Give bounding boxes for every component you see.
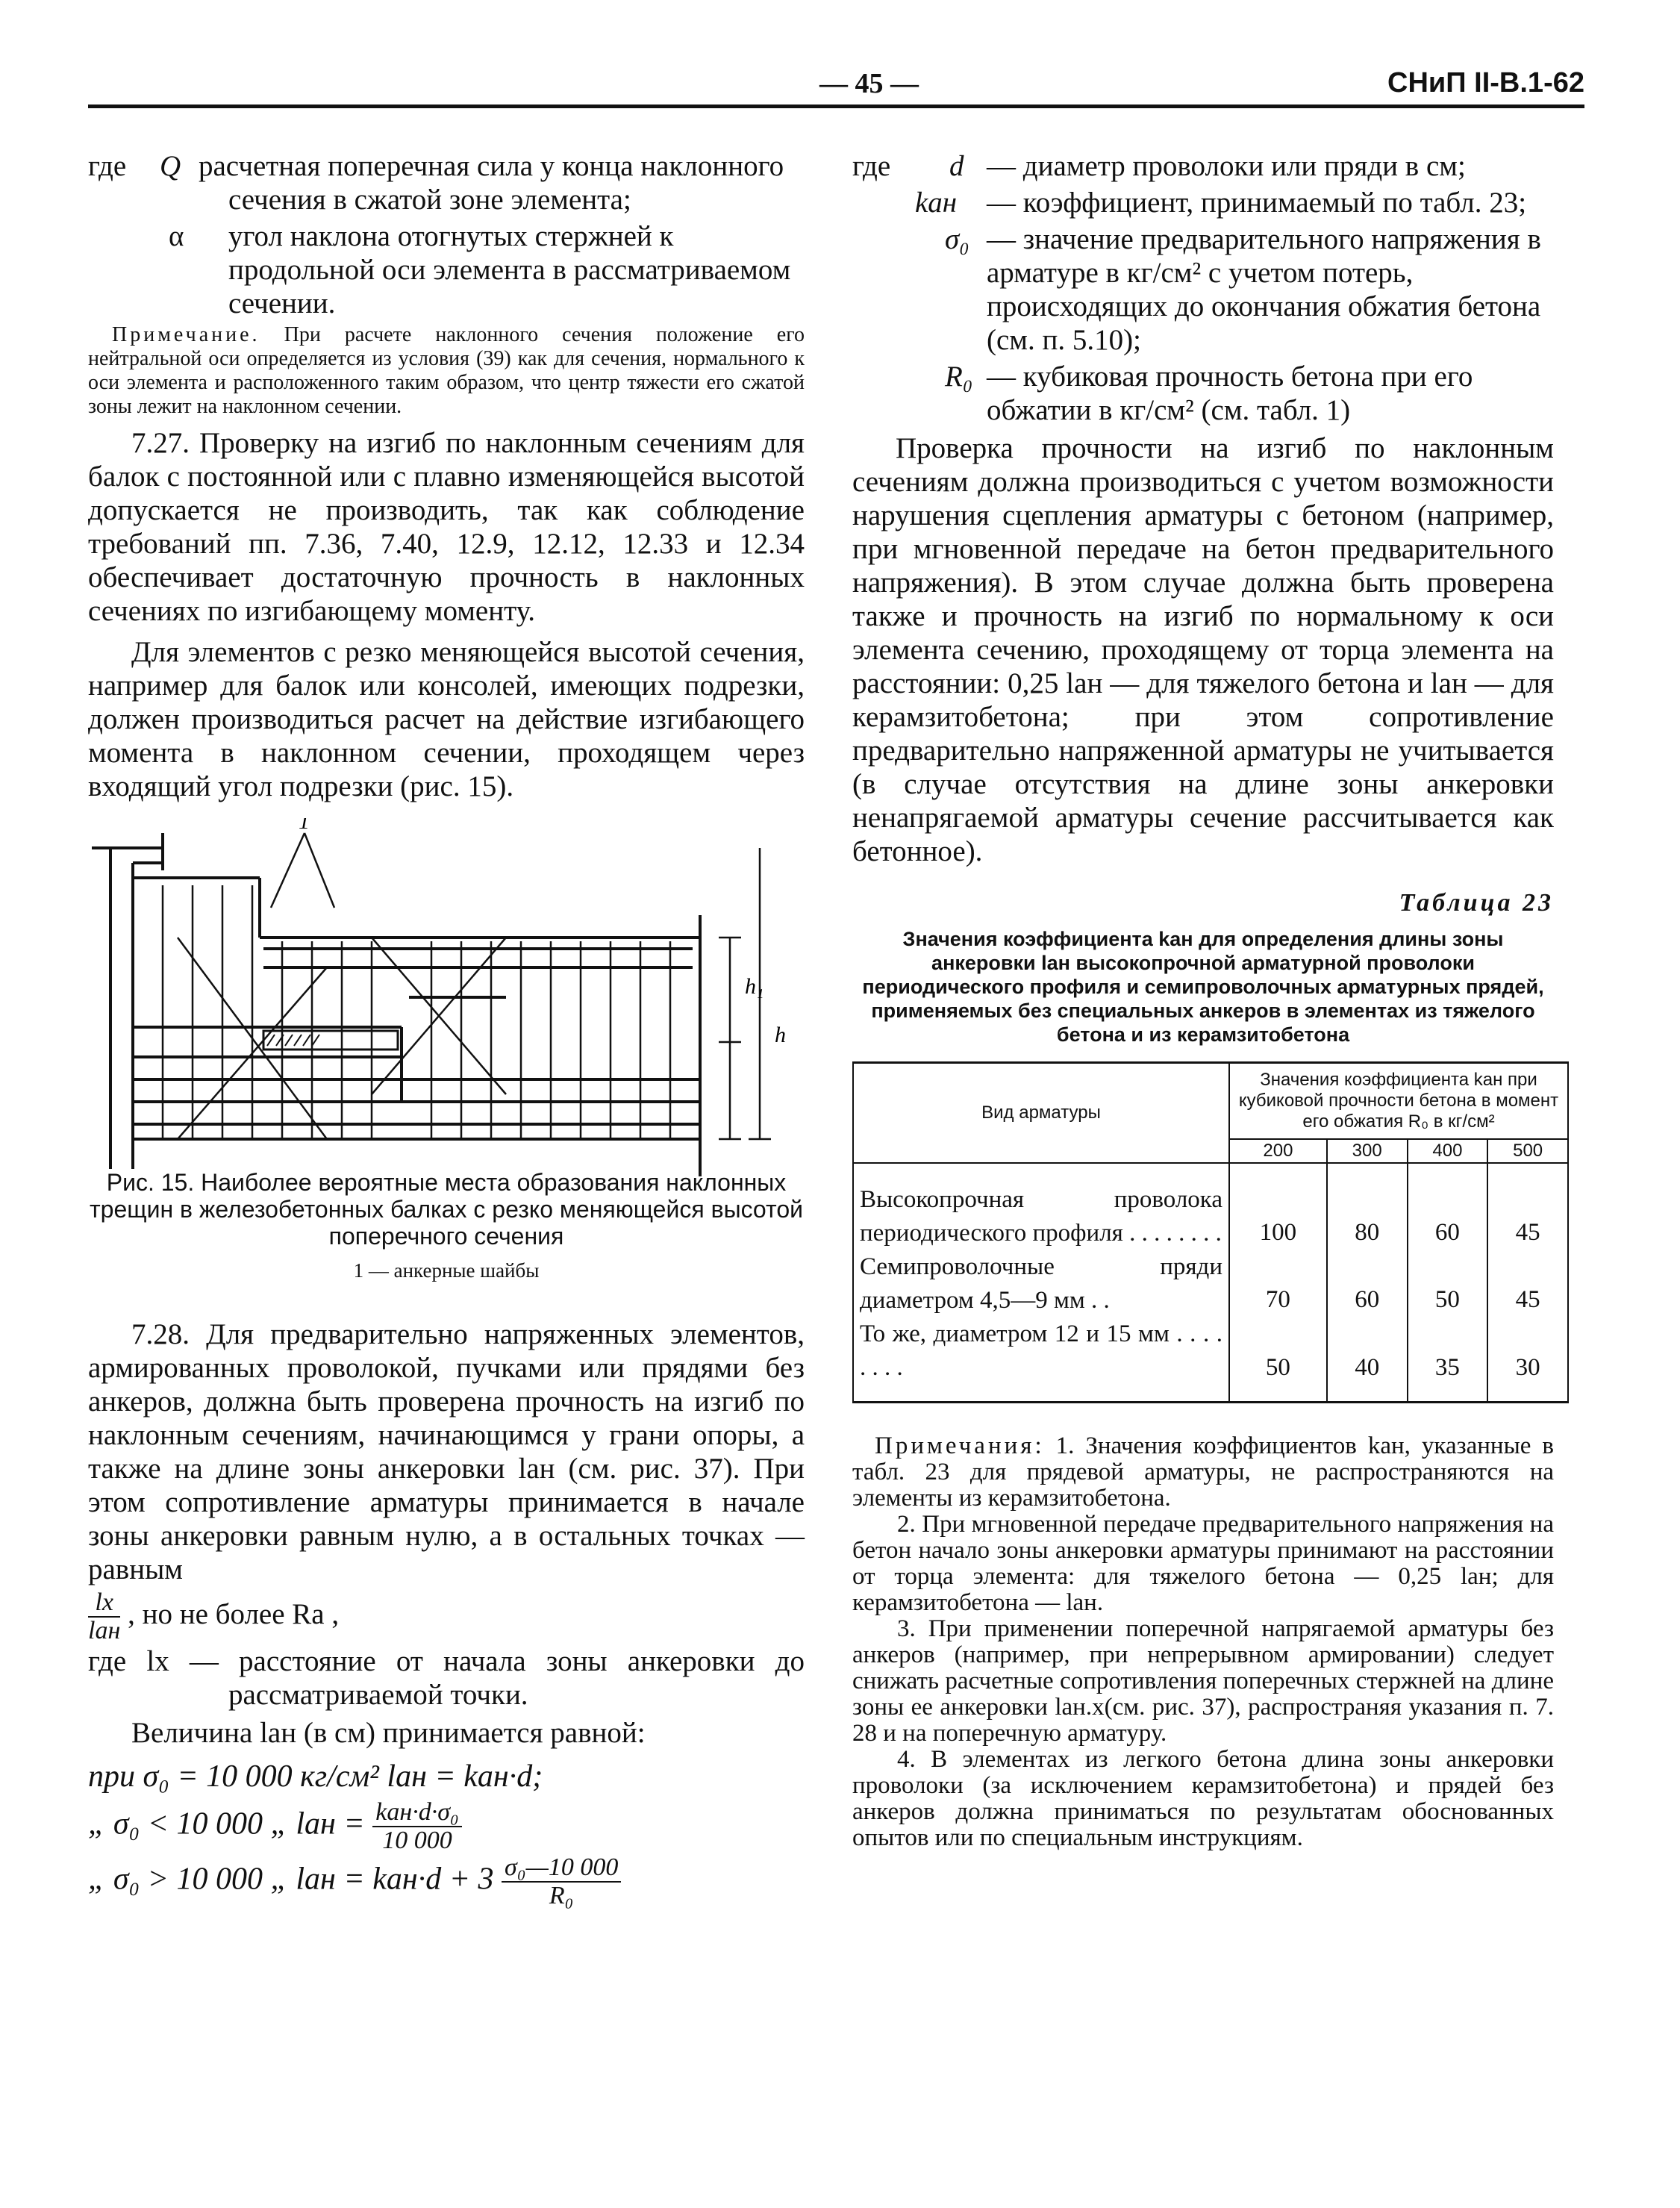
formula-3: „ σ₀ > 10 000 „ lан = kан·d + 3 $\frac{\text{σ₀—10 000}}{\text{R₀}}$	[88, 1854, 805, 1909]
figure-caption-legend: 1 — анкерные шайбы	[353, 1259, 540, 1282]
col-header-group: Значения коэффициента kан при кубиковой прочности бетона в момент его обжатия R₀ в кг/см²	[1229, 1063, 1568, 1140]
note-3: 3. При применении поперечной напрягаемой арматуры без анкеров (например, при непрерывном армировании) следует снижать расчетные сопротивления поперечных стержней на длине зоны ее анкеровки lан.x(см. рис. 37), распространяя указания п. 7. 28 и на поперечную арматуру.	[852, 1615, 1554, 1747]
formula-block	[88, 1754, 805, 1909]
note-4: 4. В элементах из легкого бетона длина зоны анкеровки проволоки (за исключением керамзитобетона) и прядей без анкеров должна приниматься по результатам обоснованных опытов или по специальным инструкциям.	[852, 1746, 1554, 1851]
note-1: 1. Значения коэффициентов kан, указанные в табл. 23 для прядевой арматуры, не распространяются на элементы из керамзитобетона.	[852, 1432, 1555, 1512]
right-column	[852, 149, 1559, 1851]
figure-15	[88, 818, 805, 1176]
page-header	[88, 67, 1584, 108]
formula-2: „ σ₀ < 10 000 „ lан = $\frac{\text{kан·d·σ₀}}{10 000}$	[88, 1799, 805, 1854]
paragraph-7-28-formula: $\frac{lx}{\text{lан}}$ , но не более Rа ,	[88, 1588, 340, 1644]
definition-text: расчетная поперечная сила у конца наклонного сечения в сжатой зоне элемента;	[199, 150, 784, 216]
col-header: 400	[1408, 1139, 1488, 1163]
paragraph-7-28-value: Величина lан (в см) принимается равной:	[131, 1717, 646, 1749]
notes-title: Примечания:	[875, 1432, 1045, 1459]
note-2: 2. При мгновенной передаче предварительного напряжения на бетон начало зоны анкеровки арматуры принимают на расстоянии от торца элемента: для тяжелого бетона — 0,25 lан; для керамзитобетона — lан.	[852, 1511, 1554, 1616]
paragraph-7-28-where: где lx — расстояние от начала зоны анкеровки до рассматриваемой точки.	[88, 1645, 805, 1711]
paragraph-7-28: 7.28. Для предварительно напряженных элементов, армированных проволокой, пучками или прядями без анкеров, должна быть проверена прочность на изгиб по наклонным сечениям, начинающимся у грани опоры, а также на длине зоны анкеровки lан (см. рис. 37). При этом сопротивление арматуры принимается в начале зоны анкеровки равным нулю, а в остальных точках — равным	[88, 1318, 805, 1585]
symbol: α	[169, 220, 184, 252]
table-23	[852, 1061, 1569, 1403]
paragraph-check: Проверка прочности на изгиб по наклонным сечениям должна производиться с учетом возможности нарушения сцепления арматуры с бетоном (например, при мгновенной передаче на бетон предварительного напряжения). В этом случае должна быть проверена также и прочность на изгиб по нормальному к оси элемента сечению, проходящему от торца элемента на расстоянии: 0,25 lан — для тяжелого бетона и lан — для керамзитобетона; при этом сопротивление предварительно напряженной арматуры не учитывается (в случае отсутствия на длине зоны анкеровки ненапрягаемой арматуры сечение рассчитывается как бетонное).	[852, 432, 1554, 867]
figure-caption: Рис. 15. Наиболее вероятные места образования наклонных трещин в железобетонных балках с резко меняющейся высотой поперечного сечения	[90, 1169, 803, 1250]
note	[88, 323, 805, 419]
table-row: Семипроволочные пряди диаметром 4,5—9 мм . . 70 60 50 45	[853, 1250, 1568, 1317]
definition-text: угол наклона отогнутых стержней к продольной оси элемента в рассматриваемом сечении.	[228, 220, 791, 319]
formula-1: при σ₀ = 10 000 кг/см² lан = kан·d;	[88, 1759, 543, 1794]
definition-d: где d — диаметр проволоки или пряди в см;	[852, 150, 1466, 182]
note-title: Примечание.	[112, 323, 260, 346]
document-code: СНиП II-В.1-62	[1387, 67, 1584, 99]
definition-r0: R₀ — кубиковая прочность бетона при его обжатии в кг/см² (см. табл. 1)	[945, 361, 1473, 426]
fig-label-h: h	[775, 1023, 786, 1047]
left-column	[88, 149, 805, 1909]
fig-label-h1: h₁	[745, 974, 764, 999]
table-title: Значения коэффициента kан для определения длины зоны анкеровки lан высокопрочной арматурной проволоки периодического профиля и семипроволочных арматурных прядей, применяемых без специальных анкеров в элементах из тяжелого бетона и из керамзитобетона	[862, 928, 1544, 1046]
paragraph-7-27-b: Для элементов с резко меняющейся высотой сечения, например для балок или консолей, имеющих подрезки, должен производиться расчет на действие изгибающего момента в наклонном сечении, проходящем через входящий угол подрезки (рис. 15).	[88, 636, 805, 802]
note-text: При расчете наклонного сечения положение его нейтральной оси определяется из условия (39) как для сечения, нормального к оси элемента и расположенного таким образом, что центр тяжести его сжатой зоны лежит на наклонном сечении.	[88, 323, 805, 418]
beam-drawing	[88, 818, 805, 1176]
table-notes	[852, 1433, 1554, 1851]
col-header: 500	[1487, 1139, 1568, 1163]
table-row: То же, диаметром 12 и 15 мм . . . . . . . . 50 40 35 30	[853, 1317, 1568, 1403]
col-header: 300	[1327, 1139, 1408, 1163]
paragraph-7-27: 7.27. Проверку на изгиб по наклонным сечениям для балок с постоянной или с плавно изменяющейся высотой допускается не производить, так как соблюдение требований пп. 7.36, 7.40, 12.9, 12.12, 12.33 и 12.34 обеспечивает достаточную прочность в наклонных сечениях по изгибающему моменту.	[88, 427, 805, 627]
table-tag: Таблица 23	[1399, 889, 1554, 917]
table-row: Высокопрочная проволока периодического профиля . . . . . . . . 100 80 60 45	[853, 1163, 1568, 1250]
col-header: 200	[1229, 1139, 1327, 1163]
definition-alpha	[88, 219, 805, 320]
fig-label-1: 1	[299, 818, 310, 834]
definition-sigma: σ₀ — значение предварительного напряжения в арматуре в кг/см² с учетом потерь, происходящих до окончания обжатия бетона (см. п. 5.10);	[945, 223, 1541, 356]
symbol: Q	[160, 150, 181, 182]
col-header-type: Вид арматуры	[853, 1063, 1229, 1164]
page-number: — 45 —	[819, 68, 919, 99]
fraction: $\frac{lx}{\text{lан}}$	[88, 1588, 121, 1644]
definition-q: где Q расчетная поперечная сила у конца наклонного сечения в сжатой зоне элемента;	[88, 149, 805, 216]
definition-kan: kан — коэффициент, принимаемый по табл. 23;	[915, 187, 1527, 219]
